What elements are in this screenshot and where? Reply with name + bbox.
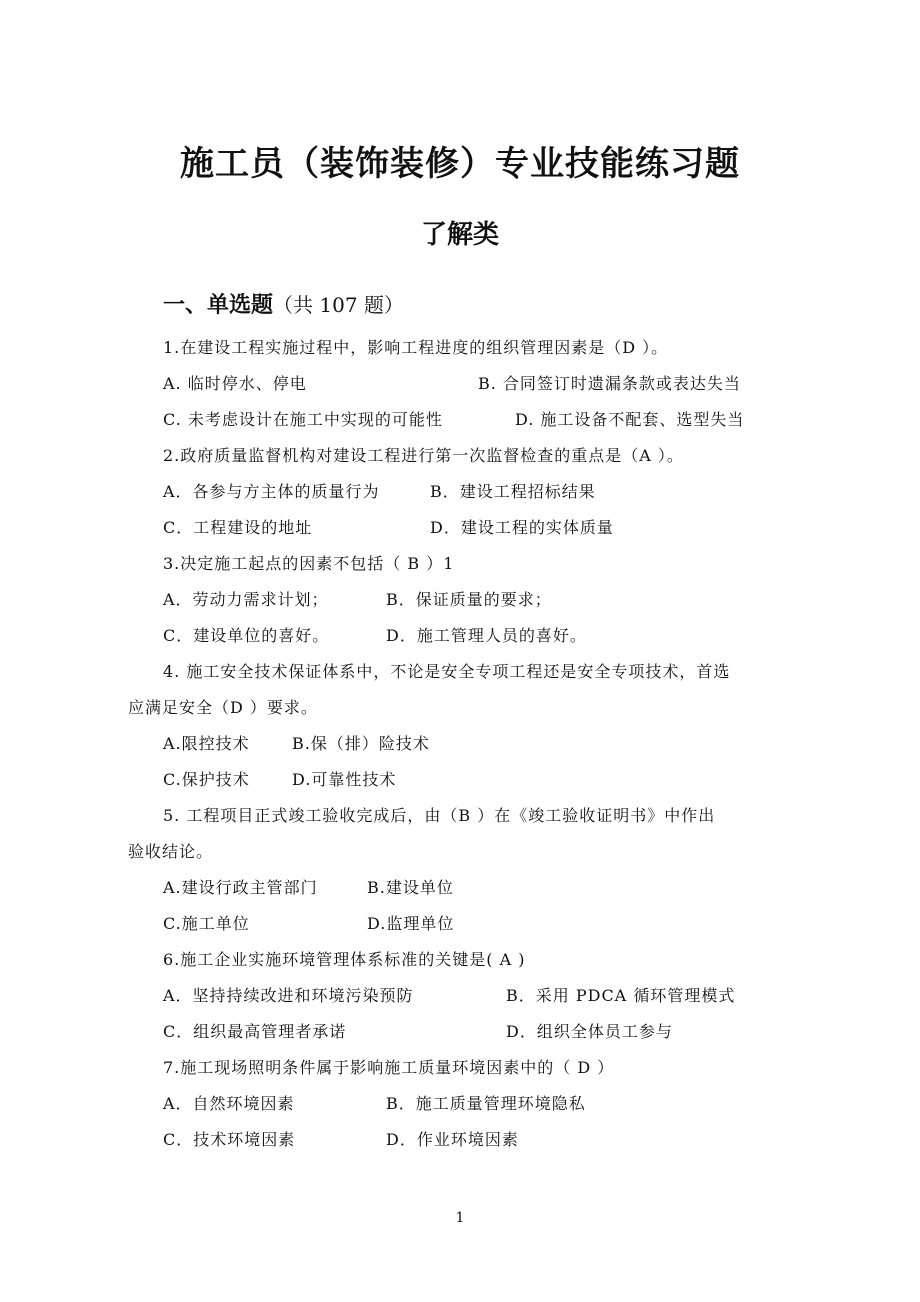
question-5-option-c: C.施工单位 [163, 914, 250, 933]
document-subtitle: 了解类 [420, 220, 499, 250]
question-5-option-a: A.建设行政主管部门 [163, 878, 318, 897]
question-2-option-a: A．各参与方主体的质量行为 [163, 482, 380, 501]
page-number: 1 [455, 1210, 465, 1226]
question-3-option-c: C．建设单位的喜好。 [163, 626, 330, 645]
question-4-stem-continued: 应满足安全（D ）要求。 [128, 698, 318, 717]
question-7-option-c: C．技术环境因素 [163, 1130, 296, 1149]
question-1-option-c: C. 未考虑设计在施工中实现的可能性 [163, 410, 443, 429]
question-7-stem: 7.施工现场照明条件属于影响施工质量环境因素中的（ D ） [163, 1058, 615, 1077]
question-6-option-c: C．组织最高管理者承诺 [163, 1022, 347, 1041]
question-6-option-a: A．坚持持续改进和环境污染预防 [163, 986, 414, 1005]
question-7-option-a: A．自然环境因素 [163, 1094, 295, 1113]
document-title: 施工员（装饰装修）专业技能练习题 [180, 144, 740, 184]
question-4-option-c: C.保护技术 [163, 770, 250, 789]
question-2-option-b: B．建设工程招标结果 [430, 482, 596, 501]
question-6-option-d: D．组织全体员工参与 [506, 1022, 673, 1041]
question-6-option-b: B．采用 PDCA 循环管理模式 [506, 986, 736, 1005]
question-5-stem-continued: 验收结论。 [128, 842, 214, 861]
question-4-option-a: A.限控技术 [163, 734, 250, 753]
question-5-stem: 5. 工程项目正式竣工验收完成后，由（B ）在《竣工验收证明书》中作出 [163, 806, 716, 825]
question-1-option-a: A. 临时停水、停电 [163, 374, 307, 393]
section-count: （共 107 题） [273, 293, 404, 317]
question-7-option-b: B．施工质量管理环境隐私 [386, 1094, 586, 1113]
question-2-option-d: D．建设工程的实体质量 [430, 518, 614, 537]
question-1-stem: 1.在建设工程实施过程中，影响工程进度的组织管理因素是（D ）。 [163, 338, 669, 357]
question-7-option-d: D．作业环境因素 [386, 1130, 519, 1149]
question-2-stem: 2.政府质量监督机构对建设工程进行第一次监督检查的重点是（A ）。 [163, 446, 684, 465]
question-4-stem: 4. 施工安全技术保证体系中，不论是安全专项工程还是安全专项技术，首选 [163, 662, 731, 681]
question-1-option-d: D. 施工设备不配套、选型失当 [515, 410, 745, 429]
section-heading [163, 288, 404, 319]
question-3-stem: 3.决定施工起点的因素不包括（ B ）1 [163, 554, 455, 573]
section-title: 一、单选题 [163, 293, 274, 318]
question-3-option-a: A．劳动力需求计划； [163, 590, 329, 609]
question-5-option-b: B.建设单位 [367, 878, 454, 897]
question-3-option-b: B．保证质量的要求； [386, 590, 552, 609]
question-4-option-b: B.保（排）险技术 [292, 734, 430, 753]
question-4-option-d: D.可靠性技术 [292, 770, 397, 789]
question-5-option-d: D.监理单位 [367, 914, 455, 933]
question-2-option-c: C．工程建设的地址 [163, 518, 313, 537]
question-3-option-d: D．施工管理人员的喜好。 [386, 626, 587, 645]
question-6-stem: 6.施工企业实施环境管理体系标准的关键是( A ) [163, 950, 526, 969]
question-1-option-b: B. 合同签订时遗漏条款或表达失当 [478, 374, 741, 393]
